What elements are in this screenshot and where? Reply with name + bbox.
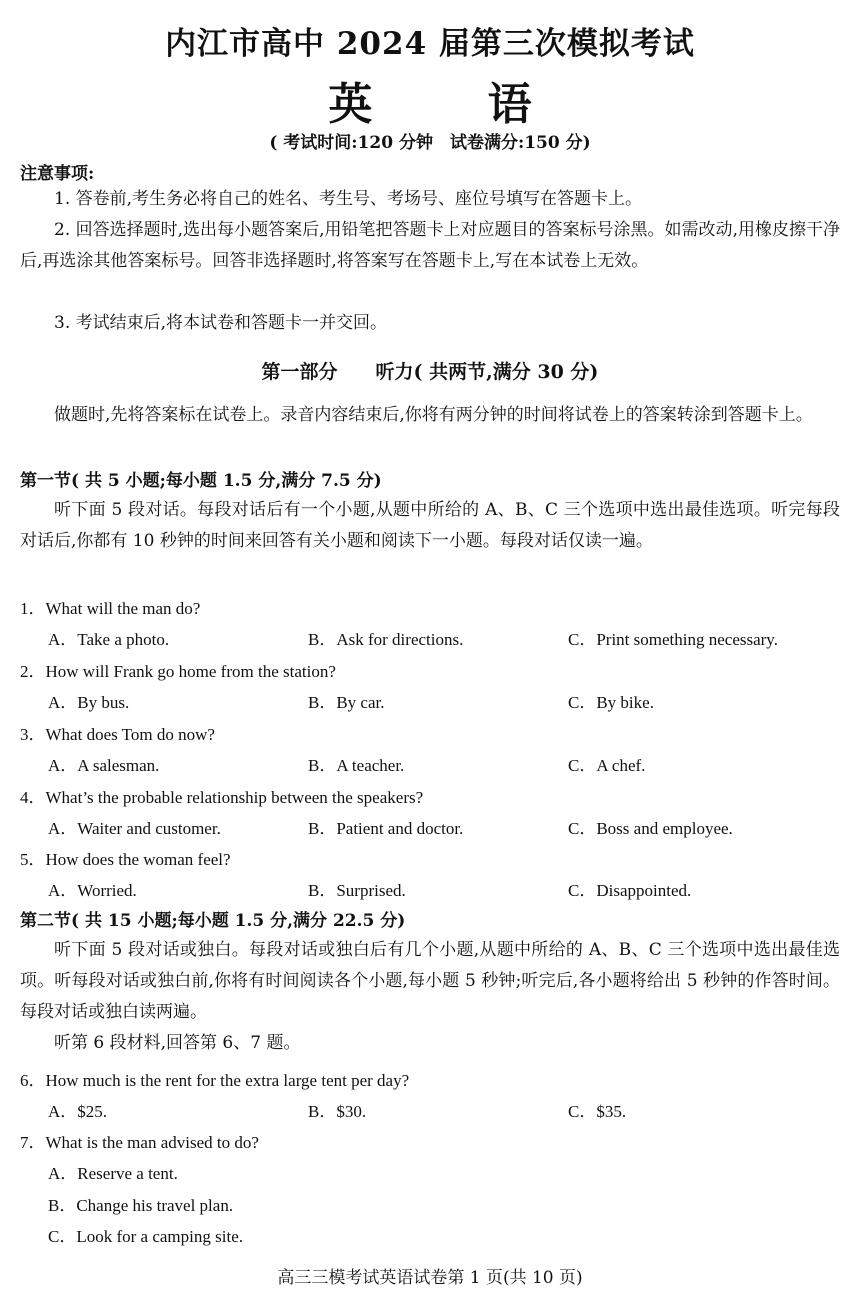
notice-item-3: 3. 考试结束后,将本试卷和答题卡一并交回。 [54,313,388,333]
section1-heading: 第一节( 共 5 小题;每小题 1.5 分,满分 7.5 分) [20,471,382,491]
option-6a: A．$25. [48,1102,108,1121]
subject-title: 英 语 [328,79,582,130]
notice-heading: 注意事项: [20,164,95,184]
part1-title: 第一部分 听力( 共两节,满分 30 分) [261,361,599,383]
question-4: 4．What’s the probable relationship between the speakers? [20,788,424,807]
option-3a: A．A salesman. [48,756,160,775]
option-2b: B．By car. [308,693,385,712]
exam-title: 内江市高中 2024 届第三次模拟考试 [165,26,695,62]
part1-intro: 做题时,先将答案标在试卷上。录音内容结束后,你将有两分钟的时间将试卷上的答案转涂到答题卡上。 [54,405,813,425]
option-2c: C．By bike. [568,693,654,712]
section2-heading: 第二节( 共 15 小题;每小题 1.5 分,满分 22.5 分) [20,911,406,931]
question-6: 6．How much is the rent for the extra large tent per day? [20,1071,410,1090]
option-7c: C．Look for a camping site. [48,1227,243,1246]
option-5c: C．Disappointed. [568,881,692,900]
option-4c: C．Boss and employee. [568,819,733,838]
question-5: 5．How does the woman feel? [20,850,231,869]
option-6c: C．$35. [568,1102,627,1121]
option-1c: C．Print something necessary. [568,630,778,649]
exam-info: ( 考试时间:120 分钟 试卷满分:150 分) [269,133,591,153]
material-note: 听第 6 段材料,回答第 6、7 题。 [54,1033,301,1053]
option-3b: B．A teacher. [308,756,405,775]
section2-instructions: 听下面 5 段对话或独白。每段对话或独白后有几个小题,从题中所给的 A、B、C 三个选项中选出最佳选项。听每段对话或独白前,你将有时间阅读各个小题,每小题 5 秒钟;听完后,各小题将给出 5 秒钟的作答时间。每段对话或独白读两遍。 [20,940,840,1022]
section1-instructions: 听下面 5 段对话。每段对话后有一个小题,从题中所给的 A、B、C 三个选项中选出最佳选项。听完每段对话后,你都有 10 秒钟的时间来回答有关小题和阅读下一小题。每段对话仅读一遍。 [20,500,840,551]
option-5a: A．Worried. [48,881,137,900]
option-4a: A．Waiter and customer. [48,819,221,838]
option-6b: B．$30. [308,1102,367,1121]
question-7: 7．What is the man advised to do? [20,1133,259,1152]
question-1: 1．What will the man do? [20,599,201,618]
option-3c: C．A chef. [568,756,646,775]
option-4b: B．Patient and doctor. [308,819,464,838]
option-2a: A．By bus. [48,693,130,712]
notice-item-1: 1. 答卷前,考生务必将自己的姓名、考生号、考场号、座位号填写在答题卡上。 [54,189,643,209]
option-1a: A．Take a photo. [48,630,170,649]
option-7a: A．Reserve a tent. [48,1164,178,1183]
notice-item-2: 2. 回答选择题时,选出每小题答案后,用铅笔把答题卡上对应题目的答案标号涂黑。如需改动,用橡皮擦干净后,再选涂其他答案标号。回答非选择题时,将答案写在答题卡上,写在本试卷上无效。 [20,220,840,271]
option-1b: B．Ask for directions. [308,630,464,649]
option-5b: B．Surprised. [308,881,406,900]
question-2: 2．How will Frank go home from the station? [20,662,336,681]
question-3: 3．What does Tom do now? [20,725,215,744]
page-footer: 高三三模考试英语试卷第 1 页(共 10 页) [277,1268,583,1288]
option-7b: B．Change his travel plan. [48,1196,234,1215]
